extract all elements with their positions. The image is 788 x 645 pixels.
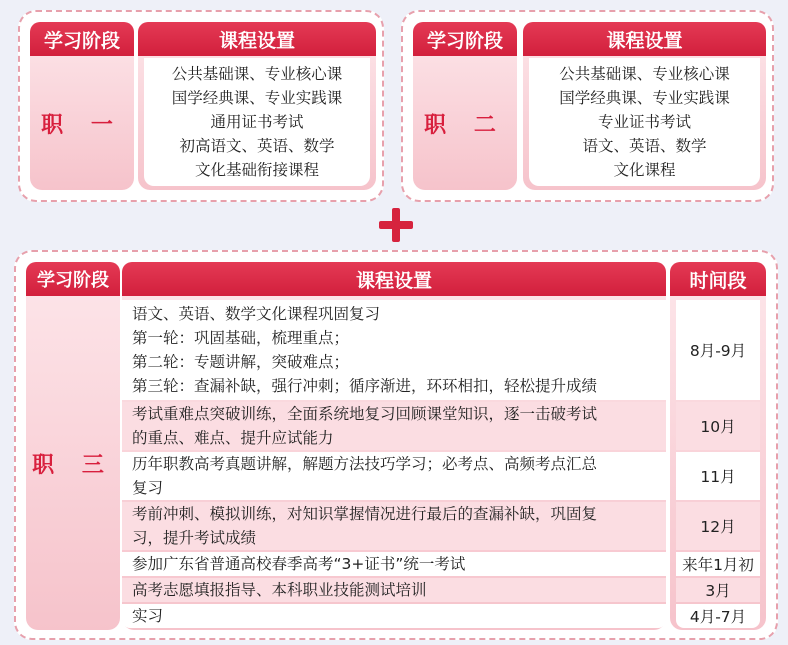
time-cell: 3月 [676, 578, 760, 602]
time-cell: 12月 [676, 502, 760, 550]
time-cell: 11月 [676, 452, 760, 500]
course-line: 参加广东省普通高校春季高考“3+证书”统一考试 [132, 555, 466, 573]
course-item: 专业证书考试 [597, 113, 691, 131]
time-cell: 4月-7月 [676, 604, 760, 628]
course-item: 公共基础课、专业核心课 [171, 65, 343, 83]
course-line: 实习 [132, 607, 164, 625]
course-line: 考前冲刺、模拟训练，对知识掌握情况进行最后的查漏补缺，巩固复 [132, 505, 598, 523]
course-line: 考试重难点突破训练，全面系统地复习回顾课堂知识，逐一击破考试 [132, 405, 598, 423]
course-row [122, 300, 666, 400]
stage-label: 职 三 [32, 452, 114, 478]
course-line: 的重点、难点、提升应试能力 [132, 429, 334, 447]
course-row [122, 552, 666, 576]
course-item: 国学经典课、专业实践课 [171, 89, 343, 107]
stage-header: 学习阶段 [30, 22, 134, 56]
stage-two-panel [401, 10, 774, 202]
course-line: 高考志愿填报指导、本科职业技能测试培训 [132, 581, 427, 599]
course-line: 复习 [132, 479, 164, 497]
course-line: 历年职教高考真题讲解，解题方法技巧学习；必考点、高频考点汇总 [132, 455, 598, 473]
course-line: 习，提升考试成绩 [132, 529, 257, 547]
plus-icon [379, 208, 413, 242]
time-cell: 来年1月初 [676, 552, 760, 576]
time-cell: 10月 [676, 402, 760, 450]
course-row [122, 604, 666, 628]
course-row [122, 402, 666, 450]
course-item: 通用证书考试 [210, 113, 304, 131]
stage-header: 学习阶段 [413, 22, 517, 56]
stage-label: 职 二 [424, 112, 506, 138]
course-line: 第二轮：专题讲解，突破难点； [132, 353, 350, 371]
course-line: 第三轮：查漏补缺，强行冲刺；循序渐进，环环相扣，轻松提升成绩 [132, 377, 598, 395]
stage-label: 职 一 [41, 112, 123, 138]
course-header: 课程设置 [523, 22, 766, 56]
course-list [529, 58, 760, 186]
course-item: 初高语文、英语、数学 [179, 137, 335, 155]
course-item: 公共基础课、专业核心课 [559, 65, 730, 83]
course-item: 国学经典课、专业实践课 [559, 89, 730, 107]
course-list [144, 58, 370, 186]
course-row [122, 452, 666, 500]
stage-three-panel [14, 250, 778, 640]
course-line: 第一轮：巩固基础，梳理重点； [132, 329, 350, 347]
course-header: 课程设置 [138, 22, 376, 56]
time-cell: 8月-9月 [676, 300, 760, 400]
time-header: 时间段 [670, 262, 766, 296]
stage-one-panel [18, 10, 384, 202]
stage-header: 学习阶段 [26, 262, 120, 296]
course-item: 文化基础衔接课程 [194, 161, 319, 179]
course-line: 语文、英语、数学文化课程巩固复习 [132, 305, 381, 323]
course-row [122, 502, 666, 550]
course-header: 课程设置 [122, 262, 666, 296]
course-row [122, 578, 666, 602]
course-item: 语文、英语、数学 [582, 137, 707, 155]
course-item: 文化课程 [613, 161, 676, 179]
